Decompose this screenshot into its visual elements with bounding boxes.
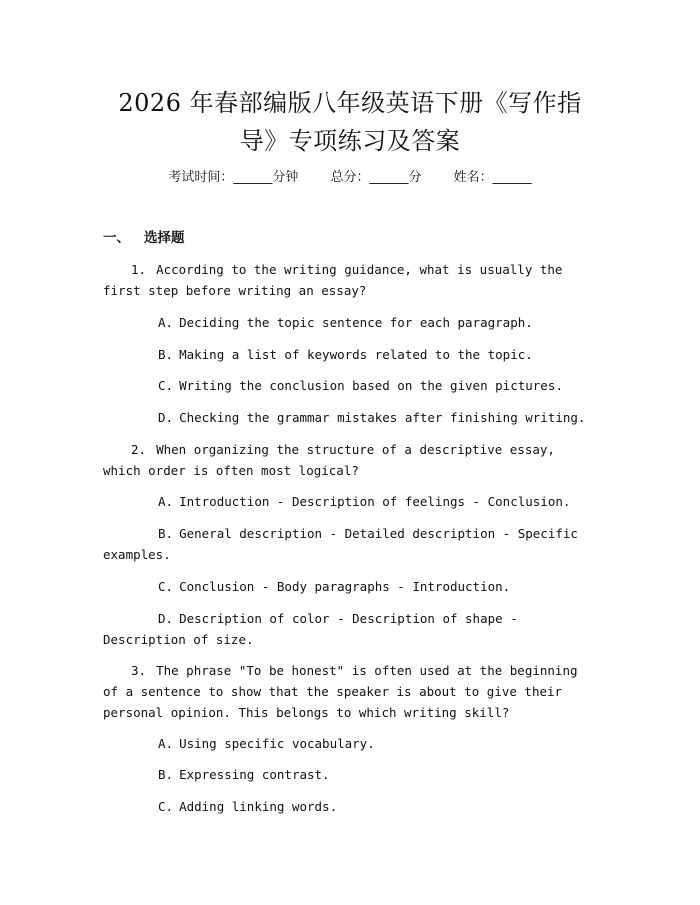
option-text: Adding linking words.	[179, 799, 338, 814]
option-text: Expressing contrast.	[179, 767, 330, 782]
student-name-blank: ______	[492, 170, 532, 185]
exam-time-unit: 分钟	[272, 170, 299, 185]
option-text: Writing the conclusion based on the given pictures.	[179, 378, 563, 393]
option-text: Conclusion - Body paragraphs - Introduction.	[179, 579, 511, 594]
option-letter: C.	[158, 799, 174, 814]
option-3a	[103, 733, 595, 754]
student-name-label: 姓名：	[453, 170, 493, 185]
exam-time-field	[168, 170, 302, 185]
option-2b	[103, 523, 595, 565]
total-score-field	[330, 170, 425, 185]
option-1a	[103, 312, 595, 333]
exam-time-label: 考试时间：	[168, 170, 234, 185]
option-letter: B.	[158, 347, 174, 362]
question-3	[103, 660, 593, 723]
option-text: General description - Detailed description - Specific examples.	[103, 526, 578, 562]
total-score-label: 总分：	[330, 170, 370, 185]
option-letter: C.	[158, 579, 174, 594]
question-text: According to the writing guidance, what is usually the first step before writing an essay?	[103, 262, 563, 298]
option-text: Deciding the topic sentence for each paragraph.	[179, 315, 533, 330]
title-line-1: 2026 年春部编版八年级英语下册《写作指	[118, 89, 582, 117]
option-text: Description of color - Description of shape - Description of size.	[103, 611, 518, 647]
option-letter: D.	[158, 611, 174, 626]
option-letter: C.	[158, 378, 174, 393]
option-3c	[103, 796, 595, 817]
section-title: 选择题	[144, 230, 185, 246]
exam-info-line	[0, 168, 700, 188]
title-line-2: 导》专项练习及答案	[239, 127, 461, 155]
option-letter: D.	[158, 410, 174, 425]
option-text: Making a list of keywords related to the topic.	[179, 347, 533, 362]
section-number: 一、	[103, 230, 130, 246]
page-title	[90, 84, 610, 160]
question-number: 1.	[131, 262, 147, 277]
total-score-unit: 分	[408, 170, 422, 185]
option-text: Introduction - Description of feelings - Conclusion.	[179, 494, 571, 509]
student-name-field	[454, 170, 532, 185]
total-score-blank: ______	[369, 170, 409, 185]
option-2d	[103, 608, 595, 650]
option-2a	[103, 491, 595, 512]
option-1c	[103, 375, 595, 396]
question-number: 2.	[131, 442, 147, 457]
option-text: Using specific vocabulary.	[179, 736, 375, 751]
question-number: 3.	[131, 663, 147, 678]
option-letter: B.	[158, 526, 174, 541]
option-2c	[103, 576, 595, 597]
option-letter: B.	[158, 767, 174, 782]
question-2	[103, 439, 593, 481]
section-heading	[103, 228, 185, 248]
option-3b	[103, 764, 595, 785]
exam-time-blank: ______	[233, 170, 273, 185]
question-text: When organizing the structure of a descriptive essay, which order is often most logical?	[103, 442, 555, 478]
option-letter: A.	[158, 736, 174, 751]
option-text: Checking the grammar mistakes after finishing writing.	[179, 410, 586, 425]
option-1b	[103, 344, 595, 365]
question-text: The phrase "To be honest" is often used at the beginning of a sentence to show that the speaker is about to give their personal opinion. This belongs to which writing skill?	[103, 663, 578, 720]
option-1d	[103, 407, 595, 428]
option-letter: A.	[158, 494, 174, 509]
question-1	[103, 259, 593, 301]
option-letter: A.	[158, 315, 174, 330]
